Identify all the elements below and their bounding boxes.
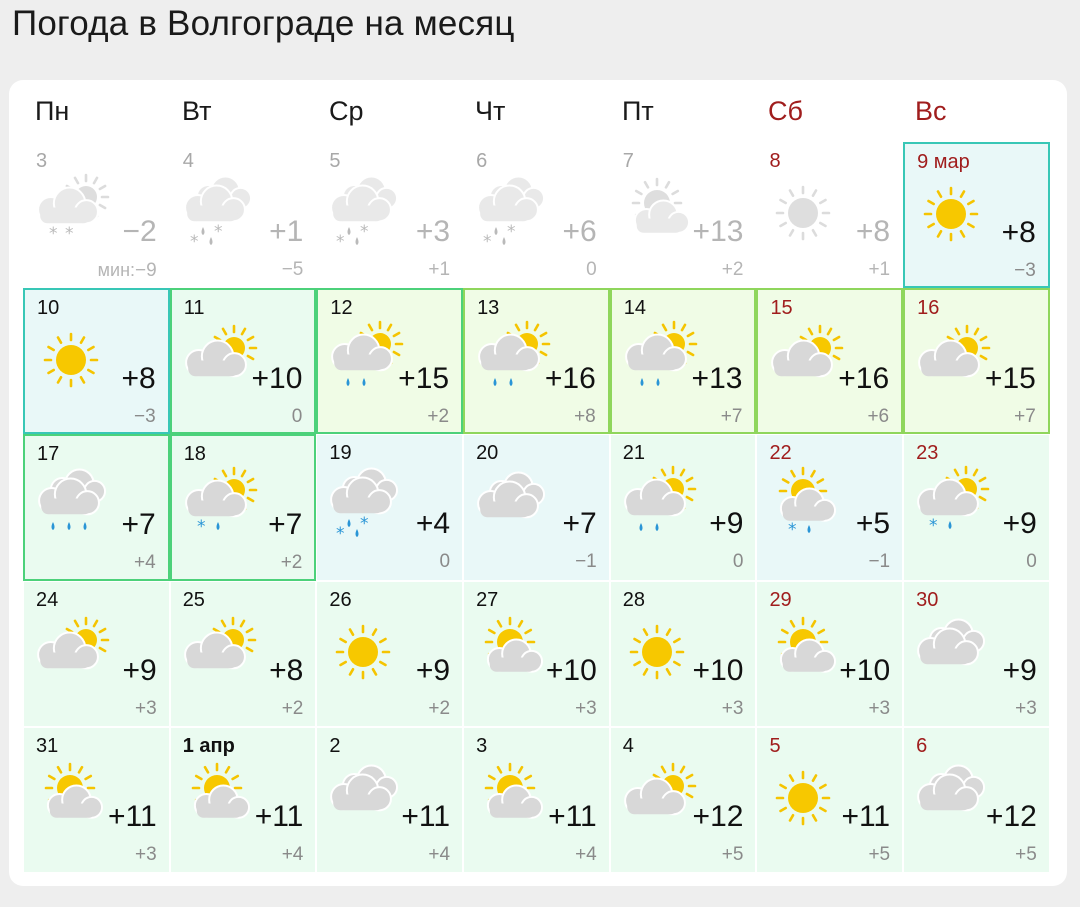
sun-icon xyxy=(617,612,699,694)
day-cell[interactable] xyxy=(756,142,903,288)
day-cell[interactable] xyxy=(610,581,757,727)
day-temp-max: +13 xyxy=(692,215,744,248)
day-temp-max: +11 xyxy=(401,799,451,833)
day-cell[interactable] xyxy=(463,727,610,873)
weekday-sat: Сб xyxy=(768,96,803,126)
day-cell[interactable] xyxy=(170,581,317,727)
day-cell[interactable] xyxy=(170,288,317,434)
svg-text:*: * xyxy=(213,222,223,242)
svg-text:*: * xyxy=(49,224,58,244)
cloudy-icon xyxy=(910,612,992,694)
day-temp-min: +7 xyxy=(1014,406,1036,428)
sun-cloud-sleet-icon xyxy=(763,465,845,547)
day-cell[interactable] xyxy=(170,142,317,288)
day-temp-max: −2 xyxy=(122,215,157,248)
day-temp-min: +3 xyxy=(575,697,597,719)
day-temp-min-value: −9 xyxy=(135,260,157,281)
day-temp-min: +3 xyxy=(721,697,744,719)
svg-text:*: * xyxy=(336,232,345,252)
day-temp-max: +12 xyxy=(692,799,744,833)
day-temp-max: +5 xyxy=(855,507,891,541)
day-temp-max: +8 xyxy=(269,653,304,687)
day-date: 14 xyxy=(623,297,646,320)
day-temp-max: +7 xyxy=(121,508,156,542)
day-temp-min: 0 xyxy=(732,551,744,573)
sun-behind-cloud-icon xyxy=(763,612,845,694)
svg-text:*: * xyxy=(507,222,516,242)
day-date: 11 xyxy=(183,297,205,320)
cloudy-rain-icon xyxy=(31,466,113,548)
day-date: 22 xyxy=(769,442,792,465)
day-cell[interactable] xyxy=(756,581,903,727)
day-temp-max: +11 xyxy=(841,799,891,833)
day-cell[interactable] xyxy=(903,142,1050,288)
day-cell[interactable] xyxy=(23,581,170,727)
min-label: мин: xyxy=(97,260,136,280)
day-temp-min xyxy=(98,259,157,282)
day-temp-max: +15 xyxy=(398,362,450,396)
cloudy-sun-snow-icon xyxy=(30,173,112,255)
day-temp-min: +4 xyxy=(134,552,156,574)
day-cell[interactable] xyxy=(610,434,757,580)
day-temp-max: +9 xyxy=(1002,507,1037,541)
day-cell[interactable] xyxy=(610,727,757,873)
cloudy-sun-rain-icon xyxy=(617,465,699,547)
day-temp-max: +8 xyxy=(1001,216,1036,249)
day-date: 12 xyxy=(330,297,353,320)
day-date: 30 xyxy=(916,588,939,611)
day-temp-max: +10 xyxy=(839,653,891,687)
cloudy-sun-icon xyxy=(178,320,260,402)
day-cell[interactable] xyxy=(610,142,757,288)
day-temp-max: +7 xyxy=(268,508,303,542)
day-date: 31 xyxy=(36,734,59,757)
cloudy-icon xyxy=(470,465,552,547)
weekday-wed: Ср xyxy=(329,96,364,126)
sun-behind-cloud-icon xyxy=(470,758,552,840)
day-date: 13 xyxy=(477,297,500,320)
svg-text:*: * xyxy=(483,232,492,252)
day-temp-min: +3 xyxy=(868,697,891,719)
day-temp-min: 0 xyxy=(586,259,597,280)
day-temp-min: −3 xyxy=(1014,260,1036,281)
day-date: 3 xyxy=(36,150,48,172)
day-temp-max: +10 xyxy=(251,362,303,396)
day-date: 16 xyxy=(917,297,940,320)
day-date: 5 xyxy=(329,150,341,172)
day-cell[interactable] xyxy=(903,581,1050,727)
day-cell[interactable] xyxy=(756,434,903,580)
day-temp-min: +6 xyxy=(867,406,890,428)
sun-behind-cloud-icon xyxy=(177,758,259,840)
day-temp-max: +9 xyxy=(122,653,157,687)
day-temp-max: +7 xyxy=(562,507,597,541)
cloudy-icon xyxy=(910,758,992,840)
day-temp-min: +8 xyxy=(574,406,596,428)
sun-behind-cloud-icon xyxy=(30,758,112,840)
day-date: 4 xyxy=(182,150,194,172)
day-cell[interactable] xyxy=(756,727,903,873)
day-date: 18 xyxy=(183,443,206,466)
cloudy-sun-sleet-icon xyxy=(178,466,260,548)
day-temp-max: +8 xyxy=(121,362,156,396)
day-date: 26 xyxy=(329,588,352,611)
sun-icon xyxy=(763,173,845,255)
day-date: 1 апр xyxy=(182,734,235,757)
day-cell[interactable] xyxy=(903,288,1050,434)
day-temp-min: +5 xyxy=(1015,843,1037,865)
day-date: 27 xyxy=(476,588,499,611)
day-date: 3 xyxy=(476,734,488,757)
day-temp-max: +1 xyxy=(269,215,304,248)
sun-icon xyxy=(763,758,845,840)
svg-text:*: * xyxy=(360,222,369,242)
day-cell[interactable] xyxy=(903,434,1050,580)
day-temp-min: +2 xyxy=(280,552,303,574)
day-temp-max: +6 xyxy=(562,215,597,248)
day-date: 5 xyxy=(769,734,781,757)
day-temp-max: +8 xyxy=(855,215,891,248)
day-cell[interactable] xyxy=(316,581,463,727)
day-date: 25 xyxy=(182,588,205,611)
cloudy-sun-icon xyxy=(177,612,259,694)
day-cell[interactable] xyxy=(756,288,903,434)
day-temp-max: +9 xyxy=(709,507,744,541)
svg-text:*: * xyxy=(360,514,369,535)
day-temp-max: +12 xyxy=(985,799,1037,833)
day-cell[interactable] xyxy=(903,727,1050,873)
day-temp-min: +2 xyxy=(281,697,304,719)
day-temp-min: −1 xyxy=(575,551,597,573)
cloudy-sun-icon xyxy=(764,320,846,402)
day-cell[interactable] xyxy=(170,434,317,580)
day-temp-min: +5 xyxy=(721,843,744,865)
day-cell[interactable] xyxy=(23,288,170,434)
cloudy-sun-rain-icon xyxy=(618,320,700,402)
day-cell[interactable] xyxy=(170,727,317,873)
day-cell[interactable] xyxy=(463,142,610,288)
sun-behind-cloud-icon xyxy=(470,612,552,694)
weekday-thu: Чт xyxy=(475,96,506,126)
day-temp-min: +4 xyxy=(281,843,304,865)
weekday-tue: Вт xyxy=(182,96,212,126)
cloudy-sun-icon xyxy=(617,758,699,840)
day-cell[interactable] xyxy=(316,288,463,434)
day-date: 29 xyxy=(769,588,792,611)
day-date: 9 мар xyxy=(917,151,970,173)
weekday-fri: Пт xyxy=(622,96,654,126)
day-temp-min: +2 xyxy=(427,406,450,428)
sun-icon xyxy=(911,174,993,256)
day-date: 7 xyxy=(622,150,634,172)
cloudy-sleet-icon xyxy=(177,173,259,255)
day-temp-min: −3 xyxy=(134,406,156,428)
day-temp-min: 0 xyxy=(439,551,451,573)
weekday-mon: Пн xyxy=(35,96,70,126)
day-temp-max: +10 xyxy=(545,653,597,687)
day-temp-min: +1 xyxy=(428,259,451,280)
day-temp-max: +11 xyxy=(108,799,157,833)
day-temp-min: 0 xyxy=(291,406,303,428)
day-temp-min: +2 xyxy=(721,259,744,280)
day-temp-min: +4 xyxy=(575,843,597,865)
day-date: 6 xyxy=(916,734,928,757)
day-temp-max: +16 xyxy=(838,362,890,396)
day-temp-min: +5 xyxy=(868,843,891,865)
day-temp-max: +11 xyxy=(254,799,304,833)
day-date: 2 xyxy=(329,734,341,757)
svg-text:*: * xyxy=(336,524,345,545)
day-date: 8 xyxy=(769,150,781,172)
day-temp-max: +9 xyxy=(1002,653,1037,687)
day-date: 24 xyxy=(36,588,59,611)
day-date: 17 xyxy=(37,443,60,466)
cloudy-sleet-icon xyxy=(323,465,405,547)
day-date: 15 xyxy=(770,297,793,320)
day-cell[interactable] xyxy=(23,727,170,873)
day-temp-max: +16 xyxy=(544,362,596,396)
day-temp-min: +3 xyxy=(135,843,157,865)
cloudy-sun-rain-icon xyxy=(324,320,406,402)
day-cell[interactable] xyxy=(316,434,463,580)
day-cell[interactable] xyxy=(610,288,757,434)
day-temp-min: 0 xyxy=(1026,551,1037,573)
svg-text:*: * xyxy=(196,517,206,538)
page-title: Погода в Волгограде на месяц xyxy=(12,4,515,43)
sun-icon xyxy=(31,320,113,402)
cloudy-sun-icon xyxy=(911,320,993,402)
day-date: 19 xyxy=(329,442,352,465)
day-date: 20 xyxy=(476,442,499,465)
day-temp-min: +3 xyxy=(135,697,157,719)
day-temp-max: +3 xyxy=(415,215,451,248)
day-cell[interactable] xyxy=(316,142,463,288)
day-cell[interactable] xyxy=(463,288,610,434)
sun-icon xyxy=(323,612,405,694)
day-cell[interactable] xyxy=(463,581,610,727)
day-date: 23 xyxy=(916,442,939,465)
svg-text:*: * xyxy=(788,520,797,541)
cloudy-sun-sleet-icon xyxy=(910,465,992,547)
day-temp-min: +7 xyxy=(720,406,743,428)
day-cell[interactable] xyxy=(463,434,610,580)
day-temp-max: +11 xyxy=(548,799,597,833)
day-temp-max: +13 xyxy=(691,362,743,396)
day-date: 21 xyxy=(622,442,645,465)
day-date: 4 xyxy=(622,734,634,757)
day-temp-max: +10 xyxy=(692,653,744,687)
cloudy-icon xyxy=(323,758,405,840)
svg-text:*: * xyxy=(189,232,199,252)
day-date: 10 xyxy=(37,297,60,320)
cloudy-sun-icon xyxy=(30,612,112,694)
day-cell[interactable] xyxy=(23,142,170,288)
day-temp-max: +9 xyxy=(415,653,451,687)
svg-text:*: * xyxy=(929,516,938,537)
day-date: 28 xyxy=(622,588,645,611)
month-calendar-grid xyxy=(23,142,1050,873)
cloudy-sleet-icon xyxy=(470,173,552,255)
day-temp-min: −1 xyxy=(868,551,891,573)
day-temp-min: +2 xyxy=(428,697,451,719)
day-cell[interactable] xyxy=(23,434,170,580)
day-temp-max: +4 xyxy=(415,507,451,541)
day-temp-min: +3 xyxy=(1015,697,1037,719)
day-temp-max: +15 xyxy=(984,362,1036,396)
cloudy-sun-rain-icon xyxy=(471,320,553,402)
sun-behind-cloud-icon xyxy=(617,173,699,255)
day-date: 6 xyxy=(476,150,488,172)
day-cell[interactable] xyxy=(316,727,463,873)
day-temp-min: −5 xyxy=(281,259,304,280)
svg-text:*: * xyxy=(65,224,74,244)
day-temp-min: +1 xyxy=(868,259,891,280)
day-temp-min: +4 xyxy=(428,843,451,865)
cloudy-sleet-icon xyxy=(323,173,405,255)
weekday-sun: Вс xyxy=(915,96,947,126)
